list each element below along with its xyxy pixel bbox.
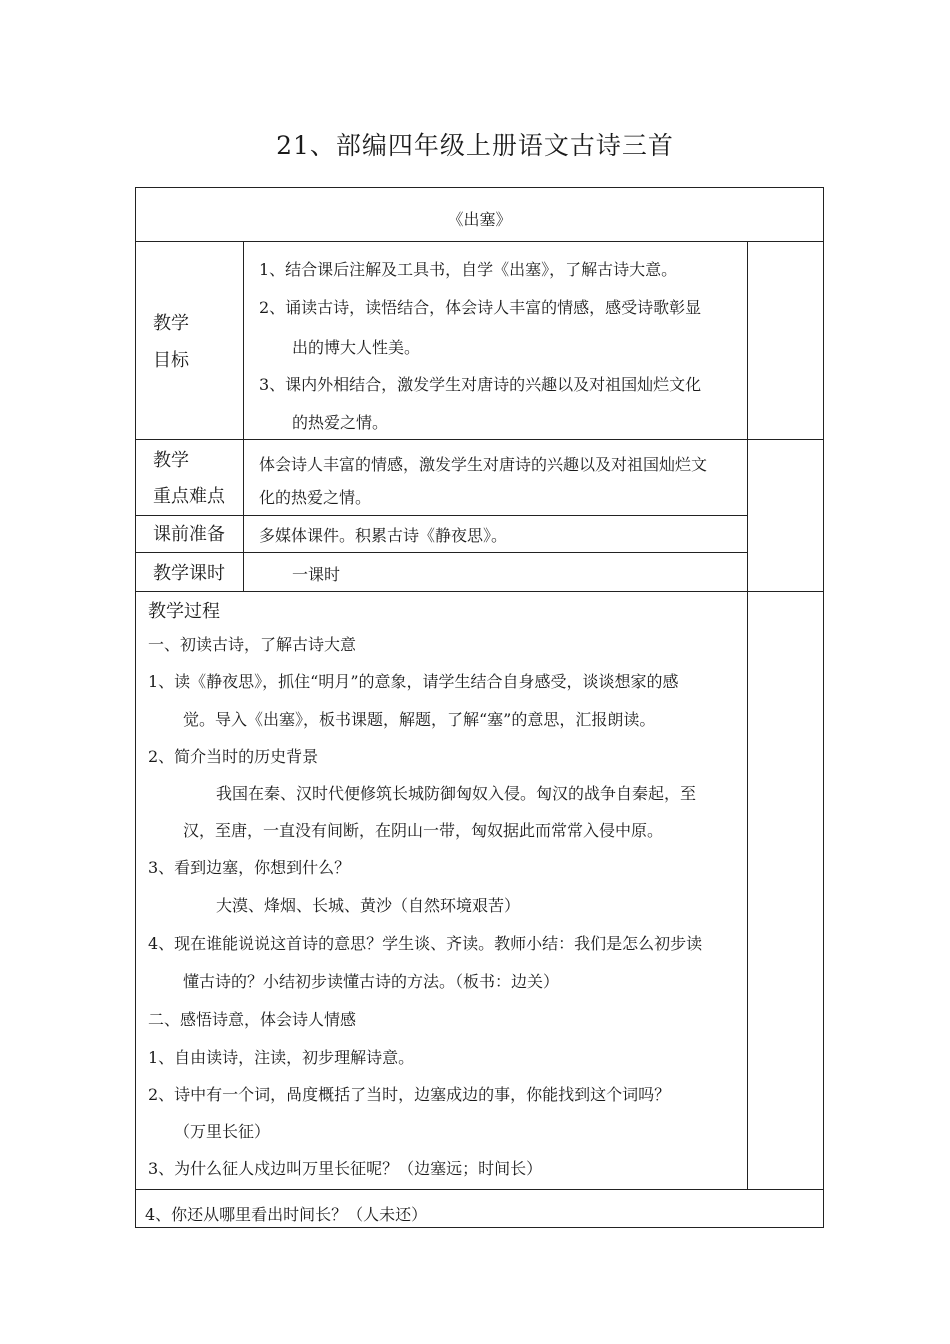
process-heading: 教学过程 bbox=[148, 601, 220, 622]
goal-line: 2、诵读古诗，读悟结合，体会诗人丰富的情感，感受诗歌彰显 bbox=[259, 298, 702, 317]
hours-value: 一课时 bbox=[292, 565, 341, 584]
table-border-right bbox=[823, 187, 824, 1228]
rule-notes-column bbox=[747, 241, 748, 1189]
process-line: 3、为什么征人戍边叫万里长征呢？（边塞远；时间长） bbox=[148, 1159, 543, 1178]
goal-line: 3、课内外相结合，激发学生对唐诗的兴趣以及对祖国灿烂文化 bbox=[259, 375, 702, 394]
rule-caption bbox=[135, 241, 824, 242]
keypoints-label-line2: 重点难点 bbox=[153, 486, 225, 507]
process-line: 懂古诗的？小结初步读懂古诗的方法。（板书：边关） bbox=[183, 972, 560, 991]
process-line: 4、现在谁能说说这首诗的意思？学生谈、齐读。教师小结：我们是怎么初步读 bbox=[148, 934, 703, 953]
rule-goals bbox=[135, 439, 824, 440]
process-line: 大漠、烽烟、长城、黄沙（自然环境艰苦） bbox=[216, 896, 521, 915]
preparation-label: 课前准备 bbox=[153, 524, 225, 545]
process-line: 2、诗中有一个词，咼度概括了当时，边塞成边的事，你能找到这个词吗？ bbox=[148, 1085, 671, 1104]
process-line: 1、自由读诗，注读，初步理解诗意。 bbox=[148, 1048, 415, 1067]
rule-keypoints bbox=[135, 515, 747, 516]
process-line: 我国在秦、汉时代便修筑长城防御匈奴入侵。匈汉的战争自秦起，至 bbox=[216, 784, 697, 803]
goals-label-line2: 目标 bbox=[153, 350, 189, 371]
process-line: 3、看到边塞，你想到什么？ bbox=[148, 858, 351, 877]
table-border-bottom bbox=[135, 1227, 824, 1228]
process-line: 汉，至唐，一直没有间断，在阴山一带，匈奴据此而常常入侵中原。 bbox=[183, 821, 664, 840]
preparation-value: 多媒体课件。积累古诗《静夜思》。 bbox=[259, 526, 508, 545]
table-border-top bbox=[135, 187, 824, 188]
keypoints-label-line1: 教学 bbox=[153, 450, 189, 471]
process-line: 1、读《静夜思》，抓住“明月”的意象，请学生结合自身感受，谈谈想家的感 bbox=[148, 672, 679, 691]
process-line: 觉。导入《出塞》，板书课题，解题，了解“塞”的意思，汇报朗读。 bbox=[183, 710, 656, 729]
process-line: （万里长征） bbox=[174, 1122, 271, 1141]
keypoint-line: 体会诗人丰富的情感，激发学生对唐诗的兴趣以及对祖国灿烂文 bbox=[259, 455, 708, 474]
table-caption: 《出塞》 bbox=[447, 210, 512, 229]
process-last-line: 4、你还从哪里看出时间长？（人未还） bbox=[145, 1205, 428, 1224]
rule-hours bbox=[135, 591, 824, 592]
process-line: 一、初读古诗，了解古诗大意 bbox=[148, 635, 357, 654]
process-line: 2、简介当时的历史背景 bbox=[148, 747, 319, 766]
goal-line: 的热爱之情。 bbox=[292, 413, 389, 432]
rule-preparation bbox=[135, 552, 747, 553]
rule-label-column bbox=[243, 241, 244, 591]
rule-process bbox=[135, 1189, 824, 1190]
table-border-left bbox=[135, 187, 136, 1228]
goal-line: 1、结合课后注解及工具书，自学《出塞》，了解古诗大意。 bbox=[259, 260, 678, 279]
hours-label: 教学课时 bbox=[153, 563, 225, 584]
keypoint-line: 化的热爱之情。 bbox=[259, 488, 372, 507]
goal-line: 出的博大人性美。 bbox=[292, 338, 421, 357]
page-title: 21、部编四年级上册语文古诗三首 bbox=[276, 131, 674, 160]
goals-label-line1: 教学 bbox=[153, 313, 189, 334]
process-line: 二、感悟诗意，体会诗人情感 bbox=[148, 1010, 357, 1029]
